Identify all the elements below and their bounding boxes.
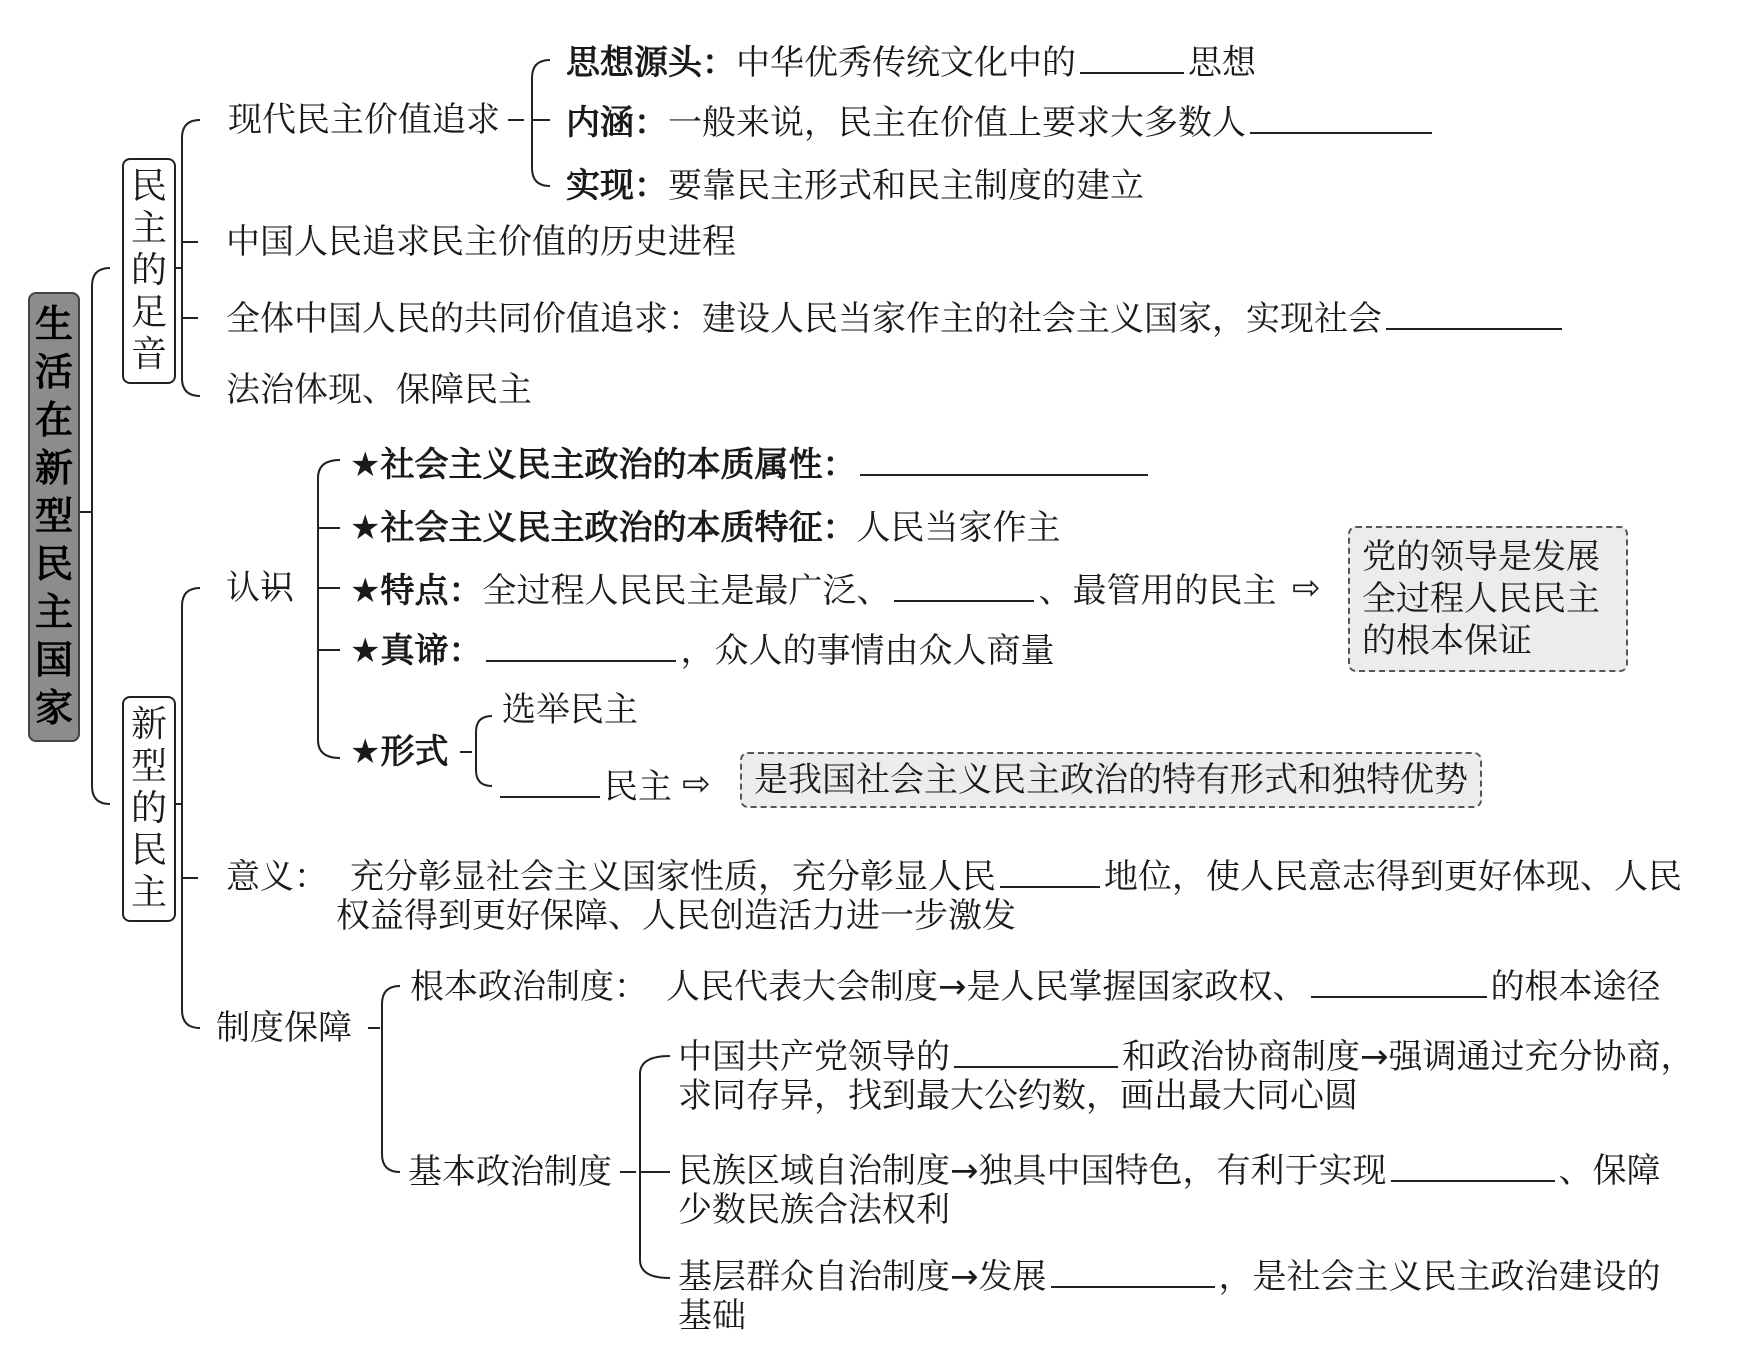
item-modern-democracy-value: 现代民主价值追求: [228, 100, 500, 140]
blank-attribute: [860, 444, 1148, 476]
r4-after: ，众人的事情由众人商量: [680, 631, 1055, 671]
r1-label: ★社会主义民主政治的本质属性：: [350, 445, 857, 485]
node-recognition: 认识: [226, 568, 294, 608]
r4-true-meaning: [350, 630, 1054, 671]
b3-line-1: [678, 1256, 1661, 1297]
b1-b: 和政治协商制度→强调通过充分协商，: [1122, 1037, 1695, 1077]
blank-society: [1386, 298, 1562, 330]
node-basic-system: 基本政治制度: [408, 1152, 612, 1192]
b1-line-2: 求同存异，找到最大公约数，画出最大同心圆: [678, 1076, 1358, 1116]
r1-essential-attribute: [350, 444, 1152, 485]
root-title: 生活在新型民主国家: [28, 292, 80, 742]
blank-ethnic-unity: [1391, 1150, 1555, 1182]
r5-consultative-democracy: [496, 766, 672, 807]
sub-realization-label: 实现：: [566, 166, 668, 206]
meaning-line-2: 权益得到更好保障、人民创造活力进一步激发: [336, 896, 1016, 936]
group-democracy-footsteps: 民主的足音: [122, 158, 176, 384]
b1-line-1: [678, 1036, 1695, 1077]
r2-label: ★社会主义民主政治的本质特征：: [350, 508, 857, 548]
meaning-label: 意义：: [226, 857, 328, 897]
item-common-value-text: 全体中国人民的共同价值追求：建设人民当家作主的社会主义国家，实现社会: [226, 299, 1382, 339]
blank-consultative: [500, 766, 600, 798]
r5-election-democracy: 选举民主: [502, 690, 638, 730]
blank-grassroots: [1051, 1256, 1215, 1288]
blank-multiparty: [954, 1036, 1118, 1068]
r3-text: 全过程人民民主是最广泛、: [482, 571, 891, 611]
b2-line-2: 少数民族合法权利: [678, 1190, 950, 1230]
arrow-icon: ⇨: [682, 764, 711, 804]
group-new-democracy: 新型的民主: [122, 696, 176, 922]
blank-fundamental: [1311, 966, 1487, 998]
blank-connotation: [1250, 102, 1432, 134]
fundamental-system: [410, 966, 1661, 1007]
sub-connotation-label: 内涵：: [566, 103, 668, 143]
r5-form-label: ★形式: [350, 732, 449, 772]
r3-after: 、最管用的民主: [1038, 571, 1277, 611]
b2-a: 民族区域自治制度→独具中国特色，有利于实现: [678, 1151, 1387, 1191]
r5-b-text: 民主: [604, 767, 672, 807]
blank-characteristic: [894, 570, 1034, 602]
fund-text: 人民代表大会制度→是人民掌握国家政权、: [666, 967, 1307, 1007]
fund-label: 根本政治制度：: [410, 967, 648, 1007]
note-unique-form: 是我国社会主义民主政治的特有形式和独特优势: [740, 752, 1482, 808]
item-history: 中国人民追求民主价值的历史进程: [226, 222, 736, 262]
b3-a: 基层群众自治制度→发展: [678, 1257, 1047, 1297]
sub-connotation: [566, 102, 1436, 143]
sub-realization: [566, 166, 1144, 206]
item-rule-of-law: 法治体现、保障民主: [226, 370, 532, 410]
sub-idea-source-label: 思想源头：: [566, 43, 736, 83]
blank-master-status: [1000, 856, 1100, 888]
b2-line-1: [678, 1150, 1661, 1191]
fund-after: 的根本途径: [1490, 967, 1661, 1007]
blank-idea: [1080, 42, 1184, 74]
sub-idea-source-text: 中华优秀传统文化中的: [736, 43, 1076, 83]
meaning-text-b: 地位，使人民意志得到更好体现、人民: [1104, 857, 1682, 897]
note-party-leadership: 党的领导是发展全过程人民民主的根本保证: [1348, 526, 1628, 672]
r2-text: 人民当家作主: [856, 508, 1061, 548]
sub-connotation-text: 一般来说，民主在价值上要求大多数人: [668, 103, 1246, 143]
b3-b: ，是社会主义民主政治建设的: [1218, 1257, 1661, 1297]
sub-idea-source: [566, 42, 1256, 83]
r4-label: ★真谛：: [350, 631, 483, 671]
b2-b: 、保障: [1558, 1151, 1661, 1191]
arrow-icon: ⇨: [1292, 568, 1321, 608]
item-common-value: [226, 298, 1566, 339]
r3-label: ★特点：: [350, 571, 483, 611]
node-system-guarantee: 制度保障: [216, 1008, 352, 1048]
meaning-line-1: [226, 856, 1682, 897]
r3-characteristic: [350, 570, 1276, 611]
blank-true-meaning: [486, 630, 676, 662]
sub-idea-source-after: 思想: [1188, 43, 1256, 83]
b3-line-2: 基础: [678, 1296, 746, 1336]
meaning-text-a: 充分彰显社会主义国家性质，充分彰显人民: [350, 857, 996, 897]
sub-realization-text: 要靠民主形式和民主制度的建立: [668, 166, 1144, 206]
b1-a: 中国共产党领导的: [678, 1037, 950, 1077]
r2-essential-feature: [350, 508, 1060, 548]
